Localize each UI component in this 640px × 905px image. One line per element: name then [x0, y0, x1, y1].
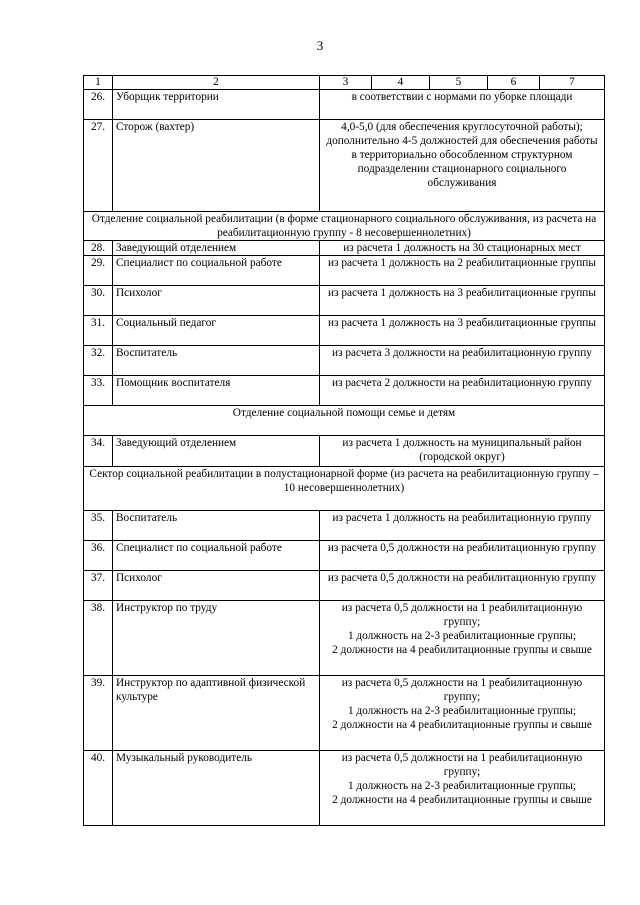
row-number: 40.: [84, 751, 113, 826]
staffing-norm: из расчета 0,5 должности на 1 реабилитационную группу; 1 должность на 2-3 реабилитационные группы; 2 должности на 4 реабилитационные группы и свыше: [320, 601, 605, 676]
position-name: Заведующий отделением: [113, 436, 320, 467]
table-row: [84, 601, 605, 676]
row-number: 35.: [84, 511, 113, 541]
staffing-norm: из расчета 3 должности на реабилитационную группу: [320, 346, 605, 376]
table-row: [84, 571, 605, 601]
staffing-norm: из расчета 1 должность на 3 реабилитационные группы: [320, 286, 605, 316]
position-name: Уборщик территории: [113, 90, 320, 120]
staffing-norm: 4,0-5,0 (для обеспечения круглосуточной работы); дополнительно 4-5 должностей для обеспечения работы в территориально обособленном структурном подразделении стационарного социального обслуживания: [320, 120, 605, 212]
table-row: [84, 120, 605, 212]
table-body: [84, 76, 605, 826]
row-number: 29.: [84, 256, 113, 286]
row-number: 27.: [84, 120, 113, 212]
staffing-norm: из расчета 2 должности на реабилитационную группу: [320, 376, 605, 406]
position-name: Специалист по социальной работе: [113, 256, 320, 286]
position-name: Инструктор по адаптивной физической культуре: [113, 676, 320, 751]
table-row: [84, 751, 605, 826]
section-row: [84, 406, 605, 436]
staffing-norm: из расчета 0,5 должности на 1 реабилитационную группу; 1 должность на 2-3 реабилитационные группы; 2 должности на 4 реабилитационные группы и свыше: [320, 751, 605, 826]
table-row: [84, 541, 605, 571]
table-row: [84, 511, 605, 541]
table-row: [84, 241, 605, 256]
staffing-norm: из расчета 0,5 должности на реабилитационную группу: [320, 571, 605, 601]
staffing-norm: из расчета 1 должность на муниципальный район (городской округ): [320, 436, 605, 467]
section-title: Сектор социальной реабилитации в полустационарной форме (из расчета на реабилитационную группу – 10 несовершеннолетних): [84, 467, 605, 511]
position-name: Сторож (вахтер): [113, 120, 320, 212]
table-row: [84, 376, 605, 406]
position-name: Воспитатель: [113, 346, 320, 376]
staffing-norm: в соответствии с нормами по уборке площади: [320, 90, 605, 120]
section-row: [84, 467, 605, 511]
header-cell-6: 6: [488, 76, 540, 90]
staffing-norm: из расчета 1 должность на 30 стационарных мест: [320, 241, 605, 256]
staffing-norm: из расчета 0,5 должности на 1 реабилитационную группу; 1 должность на 2-3 реабилитационные группы; 2 должности на 4 реабилитационные группы и свыше: [320, 676, 605, 751]
position-name: Психолог: [113, 286, 320, 316]
row-number: 38.: [84, 601, 113, 676]
table-row: [84, 436, 605, 467]
table-row: [84, 346, 605, 376]
position-name: Помощник воспитателя: [113, 376, 320, 406]
section-row: [84, 212, 605, 241]
position-name: Воспитатель: [113, 511, 320, 541]
header-cell-1: 1: [84, 76, 113, 90]
row-number: 33.: [84, 376, 113, 406]
section-title: Отделение социальной помощи семье и детям: [84, 406, 605, 436]
position-name: Специалист по социальной работе: [113, 541, 320, 571]
header-cell-2: 2: [113, 76, 320, 90]
header-cell-5: 5: [430, 76, 488, 90]
position-name: Музыкальный руководитель: [113, 751, 320, 826]
row-number: 32.: [84, 346, 113, 376]
staffing-norm: из расчета 1 должность на 3 реабилитационные группы: [320, 316, 605, 346]
header-cell-3: 3: [320, 76, 372, 90]
row-number: 30.: [84, 286, 113, 316]
staffing-norm: из расчета 0,5 должности на реабилитационную группу: [320, 541, 605, 571]
row-number: 39.: [84, 676, 113, 751]
staffing-table: [83, 75, 605, 826]
table-row: [84, 256, 605, 286]
row-number: 31.: [84, 316, 113, 346]
row-number: 28.: [84, 241, 113, 256]
staffing-norm: из расчета 1 должность на реабилитационную группу: [320, 511, 605, 541]
row-number: 34.: [84, 436, 113, 467]
section-title: Отделение социальной реабилитации (в форме стационарного социального обслуживания, из расчета на реабилитационную группу - 8 несовершеннолетних): [84, 212, 605, 241]
page-number: 3: [316, 38, 324, 53]
row-number: 37.: [84, 571, 113, 601]
table-row: [84, 90, 605, 120]
position-name: Психолог: [113, 571, 320, 601]
position-name: Социальный педагог: [113, 316, 320, 346]
header-cell-4: 4: [372, 76, 430, 90]
table-row: [84, 286, 605, 316]
position-name: Заведующий отделением: [113, 241, 320, 256]
staffing-norm: из расчета 1 должность на 2 реабилитационные группы: [320, 256, 605, 286]
header-row: [84, 76, 605, 90]
header-cell-7: 7: [540, 76, 605, 90]
position-name: Инструктор по труду: [113, 601, 320, 676]
row-number: 36.: [84, 541, 113, 571]
table-row: [84, 676, 605, 751]
row-number: 26.: [84, 90, 113, 120]
table-row: [84, 316, 605, 346]
